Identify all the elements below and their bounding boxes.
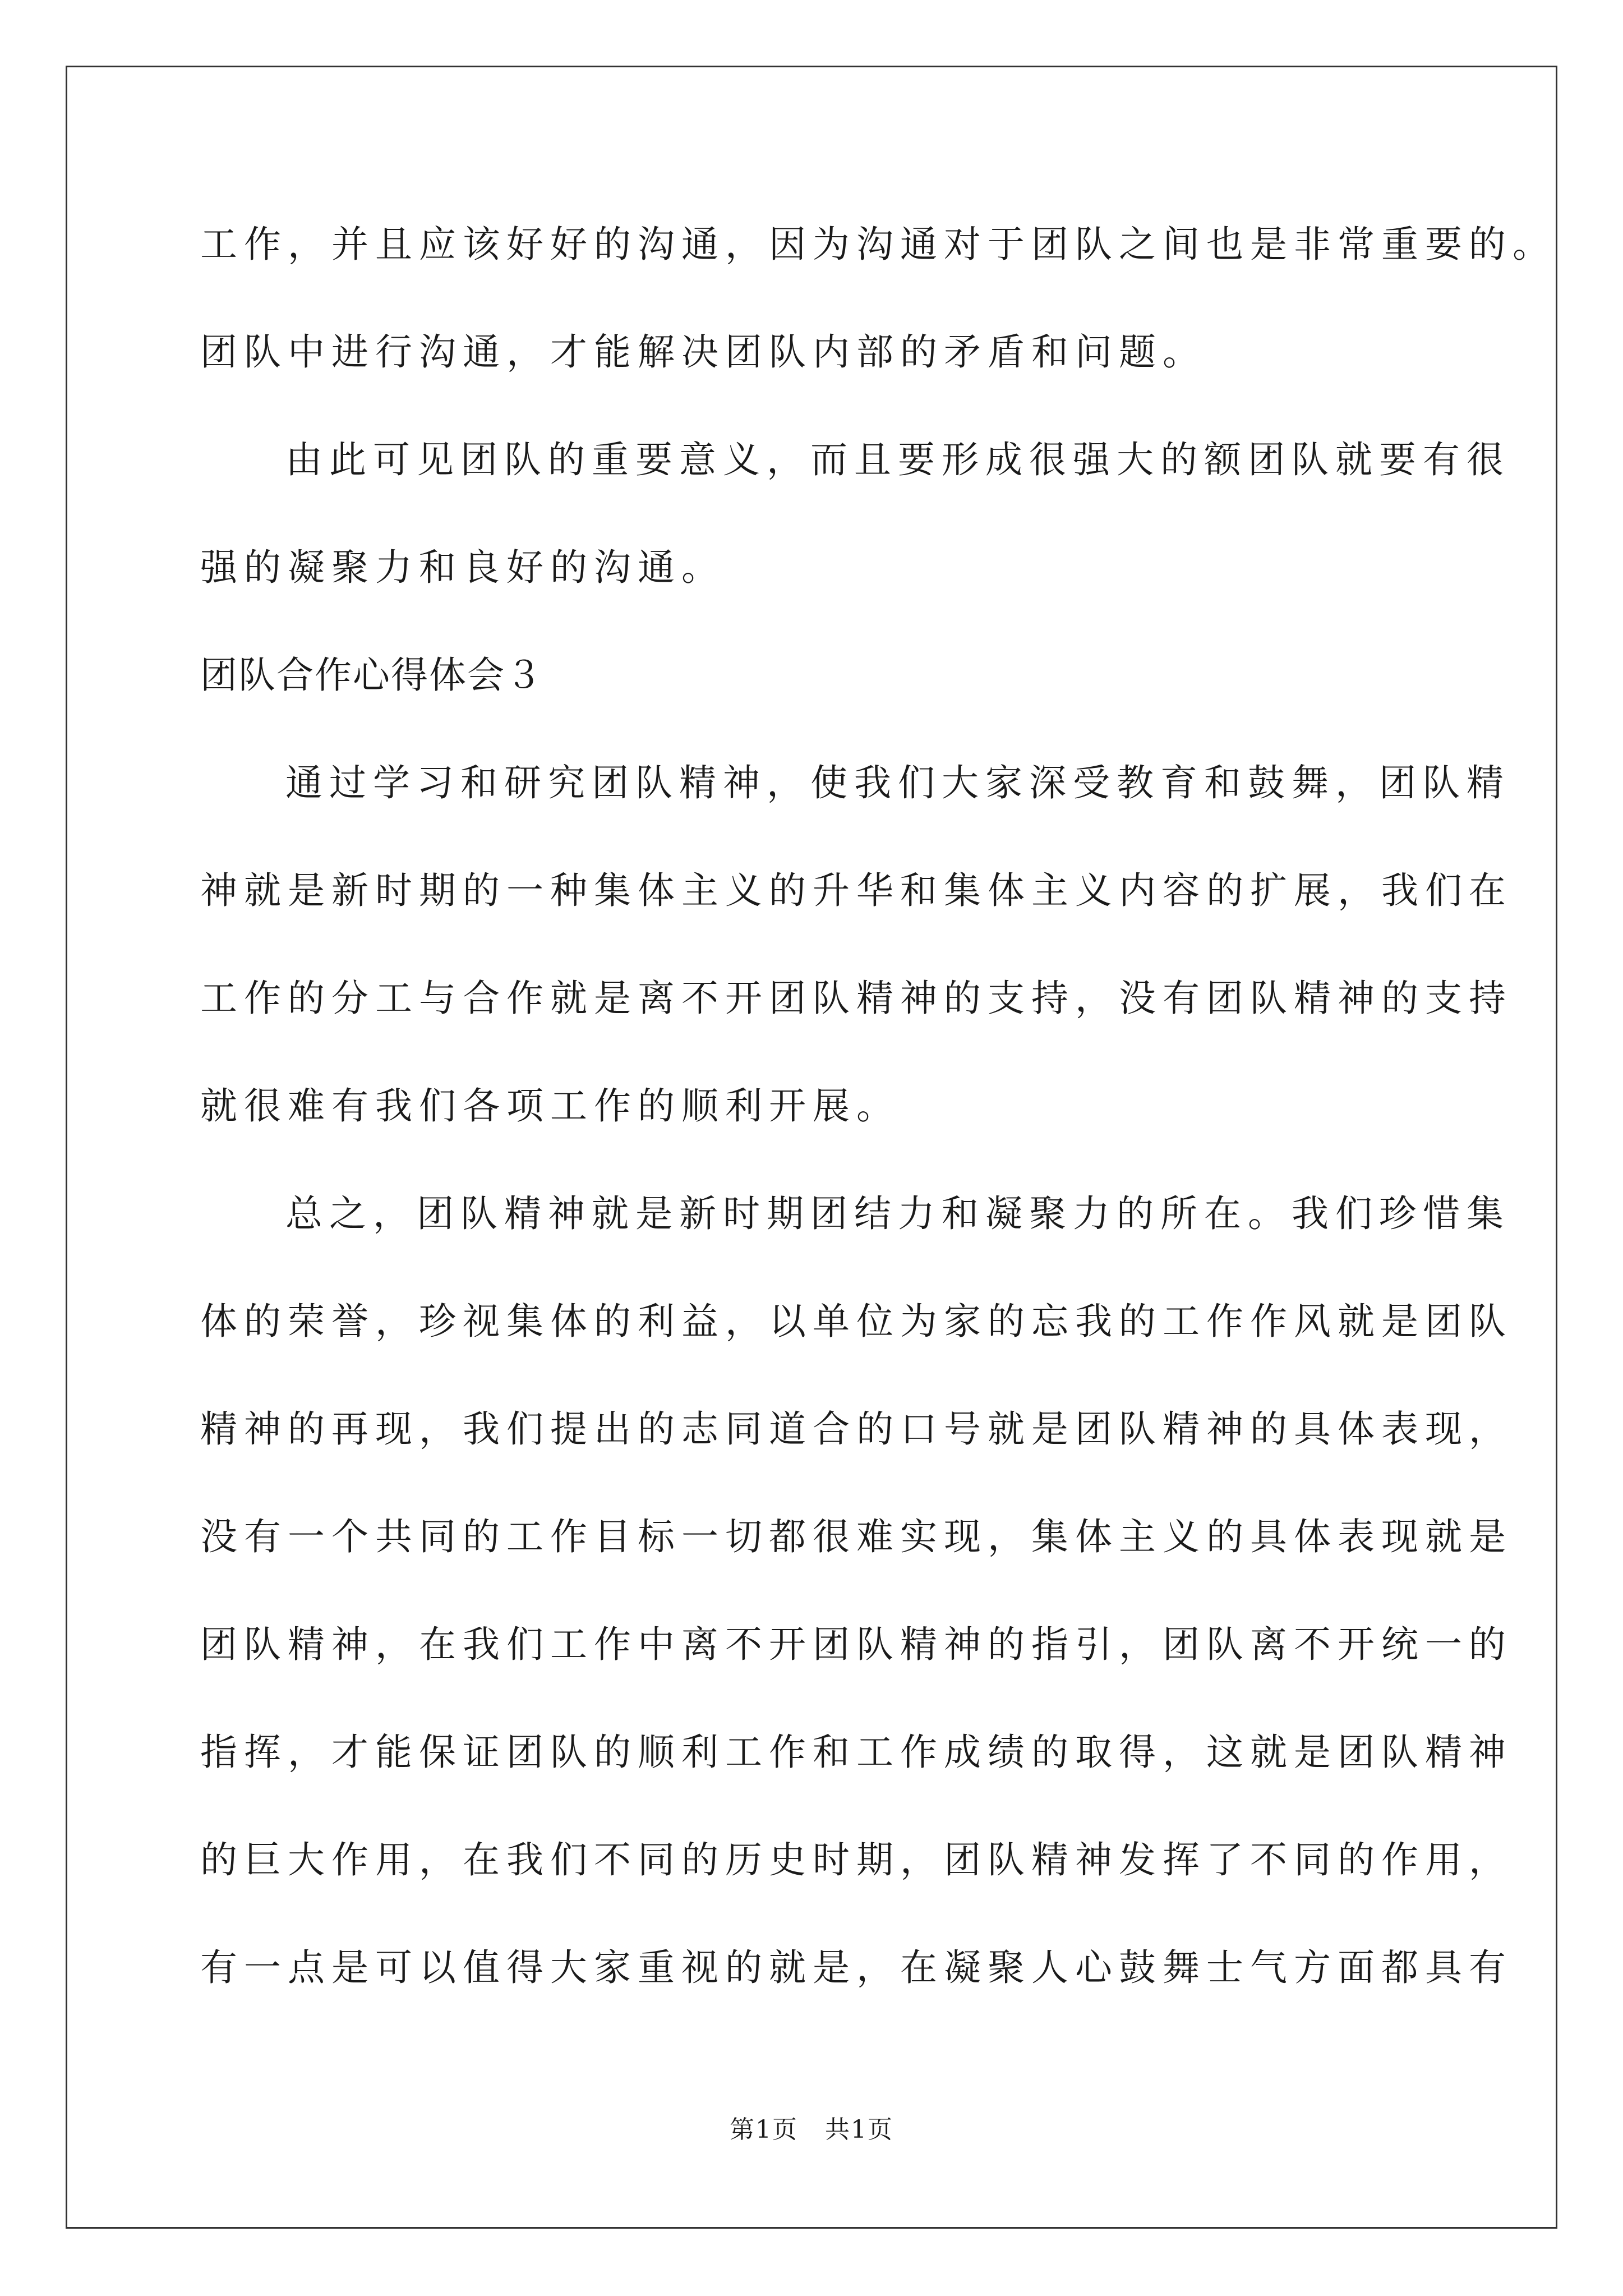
text-line: 强的凝聚力和良好的沟通。 bbox=[200, 546, 725, 589]
text-line: 指挥，才能保证团队的顺利工作和工作成绩的取得，这就是团队精神 bbox=[200, 1731, 1513, 1774]
text-line: 没有一个共同的工作目标一切都很难实现，集体主义的具体表现就是 bbox=[200, 1515, 1513, 1558]
text-line: 工作的分工与合作就是离不开团队精神的支持，没有团队精神的支持 bbox=[200, 977, 1513, 1020]
text-line: 工作，并且应该好好的沟通，因为沟通对于团队之间也是非常重要的。 bbox=[200, 223, 1556, 266]
paragraph-start: 由此可见团队的重要意义，而且要形成很强大的额团队就要有很 bbox=[285, 438, 1510, 481]
text-line: 团队中进行沟通，才能解决团队内部的矛盾和问题。 bbox=[200, 330, 1206, 374]
document-body bbox=[200, 191, 1556, 2022]
text-line: 体的荣誉，珍视集体的利益，以单位为家的忘我的工作作风就是团队 bbox=[200, 1300, 1513, 1343]
text-line: 团队精神，在我们工作中离不开团队精神的指引，团队离不开统一的 bbox=[200, 1623, 1513, 1666]
paragraph-start: 总之，团队精神就是新时期团结力和凝聚力的所在。我们珍惜集 bbox=[285, 1192, 1510, 1235]
text-line: 就很难有我们各项工作的顺利开展。 bbox=[200, 1084, 900, 1128]
text-line: 的巨大作用，在我们不同的历史时期，团队精神发挥了不同的作用， bbox=[200, 1838, 1513, 1881]
paragraph-start: 通过学习和研究团队精神，使我们大家深受教育和鼓舞，团队精 bbox=[285, 761, 1510, 804]
section-heading: 团队合作心得体会３ bbox=[200, 654, 543, 697]
text-line: 精神的再现，我们提出的志同道合的口号就是团队精神的具体表现， bbox=[200, 1407, 1513, 1451]
page-footer: 第1页 共1页 bbox=[730, 2115, 893, 2144]
text-line: 有一点是可以值得大家重视的就是，在凝聚人心鼓舞士气方面都具有 bbox=[200, 1946, 1513, 1989]
text-line: 神就是新时期的一种集体主义的升华和集体主义内容的扩展，我们在 bbox=[200, 869, 1513, 912]
